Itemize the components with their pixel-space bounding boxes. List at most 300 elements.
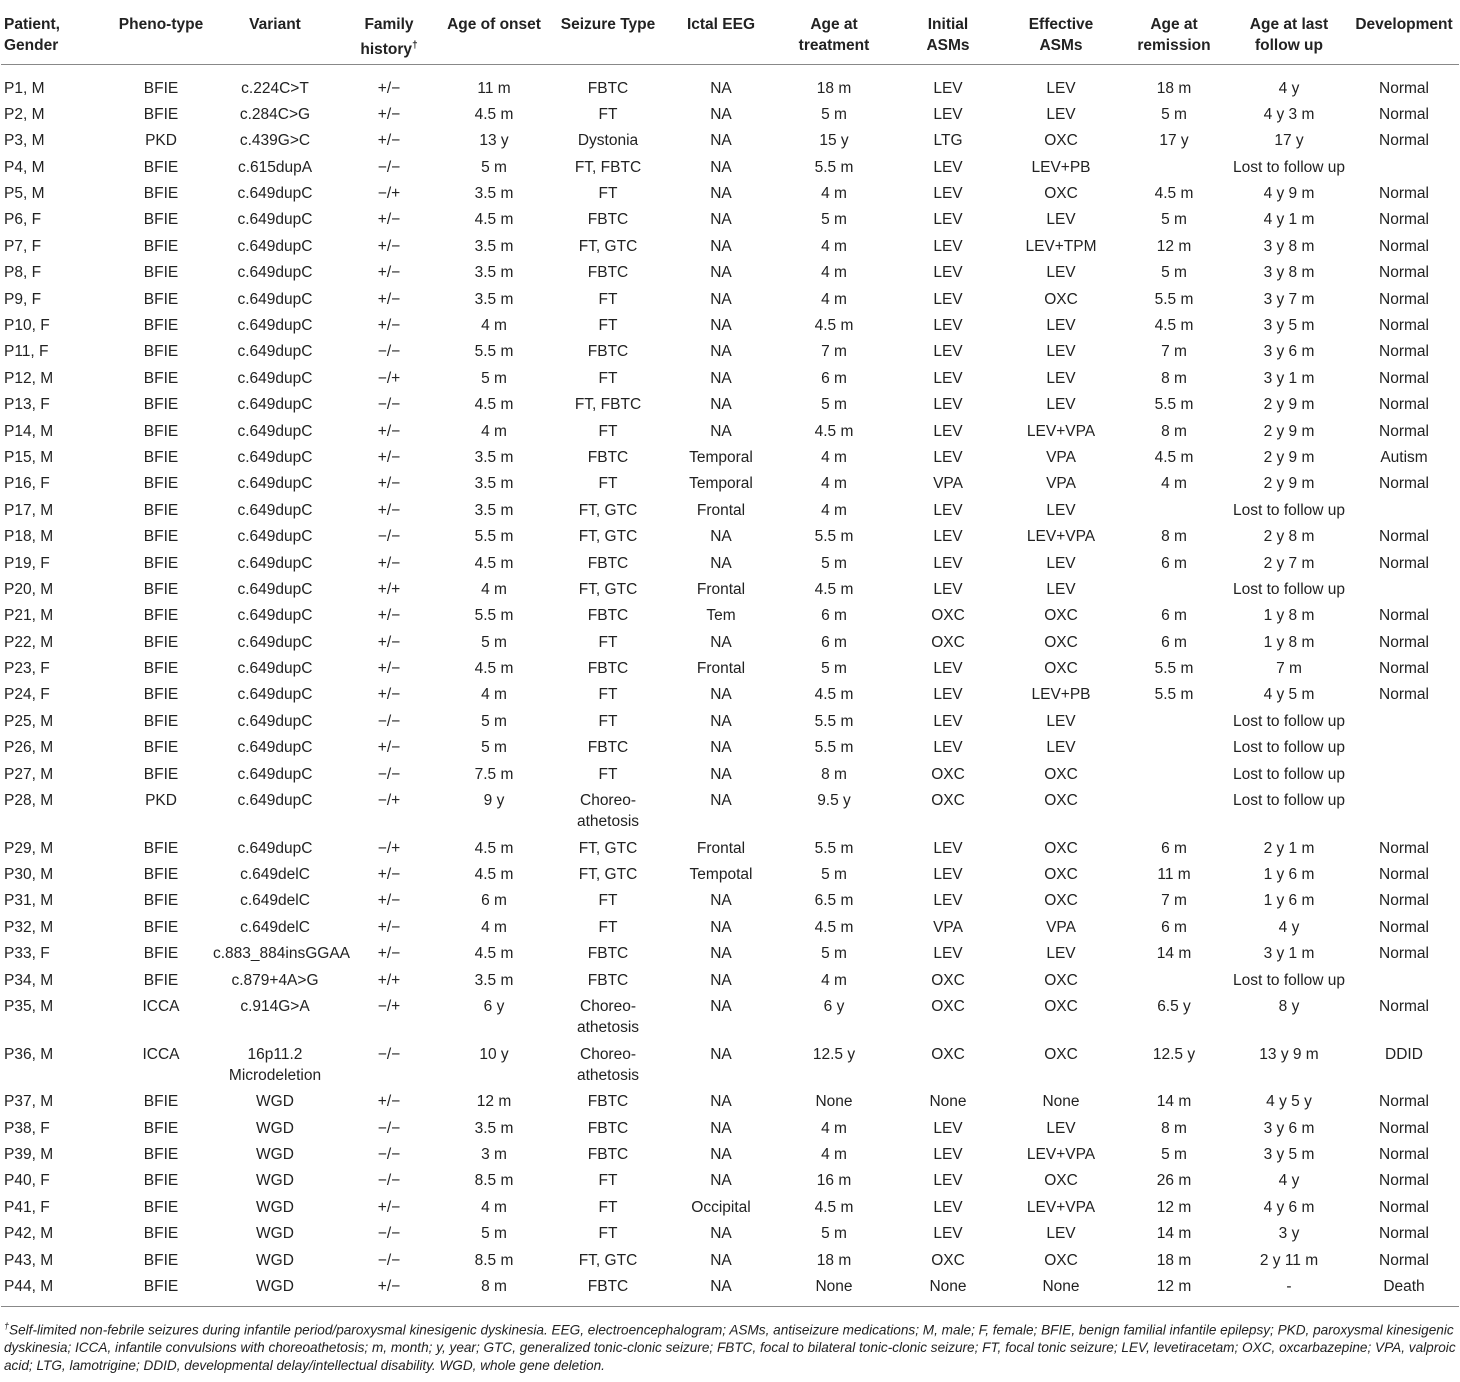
table-cell: c.649dupC	[237, 839, 313, 857]
table-cell: 3.5 m	[474, 185, 514, 203]
table-cell: LEV	[933, 1198, 963, 1216]
table-cell: NA	[710, 528, 732, 546]
table-cell: −/−	[377, 765, 401, 783]
table-cell: 4.5 m	[474, 211, 514, 229]
table-cell: 14 m	[1156, 1225, 1192, 1243]
table-cell: 18 m	[1156, 1251, 1192, 1269]
header-dagger: †	[412, 40, 418, 51]
table-cell: −/+	[377, 369, 401, 387]
column-header	[111, 0, 211, 64]
table-cell: LEV	[933, 501, 963, 519]
table-cell: OXC	[931, 971, 965, 989]
table-cell: c.649dupC	[237, 660, 313, 678]
table-row	[1, 1166, 1459, 1192]
table-cell: VPA	[1046, 475, 1076, 493]
table-cell: 5.5 m	[814, 158, 854, 176]
table-cell: 4 m	[481, 686, 507, 704]
table-cell: LTG	[933, 132, 963, 150]
table-cell: P34, M	[4, 971, 54, 989]
table-cell: LEV	[933, 686, 963, 704]
table-cell: OXC	[1044, 866, 1078, 884]
table-cell: P3, M	[4, 132, 45, 150]
table-cell: FT, GTC	[578, 237, 638, 255]
table-cell: BFIE	[143, 1225, 179, 1243]
table-cell: +/−	[377, 1198, 401, 1216]
table-cell: Normal	[1379, 1119, 1429, 1137]
table-cell: FT	[598, 765, 618, 783]
table-cell: BFIE	[143, 528, 179, 546]
table-row	[1, 258, 1459, 284]
table-cell: FT	[598, 1225, 618, 1243]
table-cell: 2 y 1 m	[1263, 839, 1315, 857]
table-cell: 8 m	[481, 1277, 507, 1295]
table-cell: 4 m	[821, 971, 847, 989]
table-cell: FT, FBTC	[574, 158, 642, 176]
table-cell: NA	[710, 396, 732, 414]
table-cell: P29, M	[4, 839, 54, 857]
table-cell: 4 m	[1161, 475, 1187, 493]
table-cell: OXC	[1044, 839, 1078, 857]
table-cell: 4 m	[821, 1119, 847, 1137]
table-cell: NA	[710, 971, 732, 989]
table-cell: −/+	[377, 792, 401, 810]
table-cell: P21, M	[4, 607, 54, 625]
table-cell: P31, M	[4, 892, 54, 910]
table-cell: +/−	[377, 554, 401, 572]
table-cell: BFIE	[143, 945, 179, 963]
table-cell: LEV	[1046, 580, 1076, 598]
table-cell: P27, M	[4, 765, 54, 783]
table-cell: NA	[710, 422, 732, 440]
column-header	[549, 0, 667, 64]
table-cell: LEV	[933, 185, 963, 203]
table-cell: VPA	[1046, 448, 1076, 466]
table-cell: −/+	[377, 839, 401, 857]
table-cell: Normal	[1379, 554, 1429, 572]
table-row	[1, 1246, 1459, 1272]
table-cell: c.224C>T	[241, 79, 309, 97]
table-cell: P18, M	[4, 528, 54, 546]
table-cell: 5 m	[481, 712, 507, 730]
table-cell: WGD	[256, 1198, 294, 1216]
table-cell: 3 y 5 m	[1263, 317, 1315, 335]
table-cell: 6 m	[1161, 607, 1187, 625]
table-cell: P32, M	[4, 918, 54, 936]
table-cell: 7 m	[1276, 660, 1302, 678]
table-row	[1, 992, 1459, 1040]
table-cell: Choreo- athetosis	[576, 997, 640, 1036]
table-cell: FT	[598, 105, 618, 123]
table-cell: 4 m	[821, 475, 847, 493]
header-line: Pheno-type	[118, 16, 204, 33]
table-cell: +/−	[377, 945, 401, 963]
table-cell: 5.5 m	[1154, 686, 1194, 704]
table-cell: NA	[710, 945, 732, 963]
table-cell: 3 y 7 m	[1263, 290, 1315, 308]
table-cell: 18 m	[816, 1251, 852, 1269]
table-cell: 5 m	[481, 739, 507, 757]
table-cell: NA	[710, 317, 732, 335]
table-cell: Normal	[1379, 475, 1429, 493]
table-cell: BFIE	[143, 765, 179, 783]
table-cell: BFIE	[143, 1172, 179, 1190]
table-cell: LEV	[933, 528, 963, 546]
table-cell: 12 m	[1156, 237, 1192, 255]
table-cell: Normal	[1379, 105, 1429, 123]
table-cell: 4 y 6 m	[1263, 1198, 1315, 1216]
table-cell: +/−	[377, 79, 401, 97]
table-cell: +/−	[377, 918, 401, 936]
table-cell: c.649dupC	[237, 369, 313, 387]
table-cell: NA	[710, 686, 732, 704]
table-cell: NA	[710, 1045, 732, 1063]
table-cell: 4.5 m	[1154, 317, 1194, 335]
table-row	[1, 311, 1459, 337]
table-cell: 4 m	[821, 448, 847, 466]
table-cell: LEV	[1046, 396, 1076, 414]
table-cell: NA	[710, 369, 732, 387]
table-cell: FT, GTC	[578, 839, 638, 857]
table-cell: Normal	[1379, 422, 1429, 440]
table-cell: P30, M	[4, 866, 54, 884]
header-line: Variant	[249, 16, 301, 33]
table-cell: NA	[710, 997, 732, 1015]
table-cell: NA	[710, 892, 732, 910]
table-cell: OXC	[1044, 765, 1078, 783]
table-row	[1, 337, 1459, 363]
column-header	[339, 0, 439, 64]
table-cell: BFIE	[143, 686, 179, 704]
table-cell: FT, GTC	[578, 866, 638, 884]
table-cell: Lost to follow up	[1232, 739, 1345, 757]
table-cell: OXC	[1044, 971, 1078, 989]
table-cell: Choreo- athetosis	[576, 1045, 640, 1084]
table-row	[1, 232, 1459, 258]
table-cell: P36, M	[4, 1045, 54, 1063]
table-cell: 3 y 6 m	[1263, 343, 1315, 361]
table-cell: 4 m	[821, 501, 847, 519]
table-cell: 4 y 9 m	[1263, 185, 1315, 203]
table-cell: 16 m	[816, 1172, 852, 1190]
table-cell: BFIE	[143, 918, 179, 936]
table-cell: 14 m	[1156, 1093, 1192, 1111]
table-cell: c.649delC	[240, 892, 310, 910]
table-cell: +/−	[377, 475, 401, 493]
table-cell: 7 m	[1161, 343, 1187, 361]
table-cell: 5 m	[1161, 1145, 1187, 1163]
table-cell: c.649dupC	[237, 448, 313, 466]
table-cell: LEV+VPA	[1026, 528, 1096, 546]
table-row	[1, 1114, 1459, 1140]
table-cell: c.649dupC	[237, 765, 313, 783]
table-cell: Normal	[1379, 686, 1429, 704]
table-row	[1, 1193, 1459, 1219]
header-line: Seizure Type	[560, 16, 656, 33]
table-cell: FBTC	[587, 554, 629, 572]
table-cell: LEV	[933, 712, 963, 730]
table-cell: c.649dupC	[237, 396, 313, 414]
table-cell: 17 y	[1159, 132, 1189, 150]
table-cell: 5 m	[821, 660, 847, 678]
table-cell: 4 y 5 m	[1263, 686, 1315, 704]
table-cell: 18 m	[1156, 79, 1192, 97]
table-cell: P23, F	[4, 660, 50, 678]
table-cell: 18 m	[816, 79, 852, 97]
table-cell: OXC	[931, 765, 965, 783]
table-cell: BFIE	[143, 554, 179, 572]
table-cell: BFIE	[143, 290, 179, 308]
table-cell: Normal	[1379, 607, 1429, 625]
table-cell: Normal	[1379, 79, 1429, 97]
table-cell: NA	[710, 1119, 732, 1137]
table-cell: 6.5 y	[1157, 997, 1191, 1015]
table-cell: FT	[598, 686, 618, 704]
table-cell: Frontal	[696, 501, 746, 519]
table-row	[1, 680, 1459, 706]
table-cell: c.649dupC	[237, 211, 313, 229]
table-row	[1, 522, 1459, 548]
table-cell: ICCA	[142, 997, 180, 1015]
table-row	[1, 966, 1459, 992]
table-cell: 11 m	[1157, 866, 1191, 884]
table-cell: OXC	[931, 997, 965, 1015]
table-cell: 6 m	[821, 369, 847, 387]
table-cell: NA	[710, 765, 732, 783]
table-cell: c.649dupC	[237, 343, 313, 361]
header-line: follow up	[1254, 37, 1323, 54]
table-cell: −/−	[377, 1145, 401, 1163]
table-cell: P28, M	[4, 792, 54, 810]
table-cell: Normal	[1379, 1145, 1429, 1163]
table-cell: NA	[710, 264, 732, 282]
table-row	[1, 1040, 1459, 1088]
table-cell: 11 m	[477, 79, 511, 97]
table-cell: LEV	[933, 237, 963, 255]
table-cell: 5 m	[821, 396, 847, 414]
table-cell: 4 m	[821, 1145, 847, 1163]
table-cell: FBTC	[587, 343, 629, 361]
table-row	[1, 654, 1459, 680]
table-cell: None	[815, 1093, 853, 1111]
table-cell: −/−	[377, 158, 401, 176]
table-cell: 4.5 m	[814, 686, 854, 704]
column-header	[1, 0, 111, 64]
table-cell: 1 y 6 m	[1263, 892, 1315, 910]
table-cell: +/−	[377, 237, 401, 255]
table-cell: +/−	[377, 892, 401, 910]
table-cell: 4 m	[821, 264, 847, 282]
table-cell: BFIE	[143, 1119, 179, 1137]
table-cell: 5 m	[821, 211, 847, 229]
table-cell: −/−	[377, 528, 401, 546]
table-cell: 9.5 y	[817, 792, 851, 810]
table-cell: PKD	[145, 132, 177, 150]
table-cell: c.649dupC	[237, 264, 313, 282]
table-cell: 4 y 1 m	[1263, 211, 1315, 229]
table-cell: 5.5 m	[814, 528, 854, 546]
table-cell: LEV	[933, 211, 963, 229]
table-cell: 3 y 8 m	[1263, 264, 1315, 282]
table-cell: c.649dupC	[237, 686, 313, 704]
table-row	[1, 860, 1459, 886]
table-cell: +/−	[377, 132, 401, 150]
table-cell: 5 m	[1161, 264, 1187, 282]
table-cell: P39, M	[4, 1145, 54, 1163]
table-cell: FT	[598, 712, 618, 730]
table-cell: NA	[710, 105, 732, 123]
table-cell: Normal	[1379, 237, 1429, 255]
table-cell: LEV	[933, 580, 963, 598]
table-cell: P43, M	[4, 1251, 54, 1269]
table-cell: P7, F	[4, 237, 42, 255]
table-cell: LEV+VPA	[1026, 1198, 1096, 1216]
table-cell: Lost to follow up	[1232, 580, 1345, 598]
table-cell: 3.5 m	[474, 475, 514, 493]
table-cell: P6, F	[4, 211, 42, 229]
table-cell: Normal	[1379, 396, 1429, 414]
table-cell: FT, FBTC	[574, 396, 642, 414]
table-cell: 4.5 m	[814, 580, 854, 598]
table-cell: PKD	[145, 792, 177, 810]
table-cell: 12 m	[476, 1093, 512, 1111]
header-row	[1, 0, 1459, 64]
table-cell: 2 y 9 m	[1263, 422, 1315, 440]
table-cell: 9 y	[483, 792, 505, 810]
table-cell: WGD	[256, 1225, 294, 1243]
table-cell: P16, F	[4, 475, 50, 493]
table-cell: Lost to follow up	[1232, 158, 1345, 176]
table-cell: Death	[1383, 1277, 1425, 1295]
table-cell: BFIE	[143, 185, 179, 203]
table-cell: FBTC	[587, 945, 629, 963]
table-cell: Lost to follow up	[1232, 765, 1345, 783]
header-line: Age at	[1150, 16, 1198, 33]
table-cell: BFIE	[143, 971, 179, 989]
table-cell: NA	[710, 712, 732, 730]
table-cell: 4.5 m	[474, 839, 514, 857]
table-cell: 6 m	[1161, 554, 1187, 572]
table-cell: 5.5 m	[814, 739, 854, 757]
table-cell: P35, M	[4, 997, 54, 1015]
table-cell: P12, M	[4, 369, 54, 387]
table-cell: 5 m	[1161, 105, 1187, 123]
header-line: Development	[1355, 16, 1453, 33]
table-cell: LEV	[933, 343, 963, 361]
table-cell: NA	[710, 158, 732, 176]
table-cell: 4.5 m	[814, 918, 854, 936]
table-cell: ICCA	[142, 1045, 180, 1063]
table-cell: Normal	[1379, 528, 1429, 546]
table-cell: Tempotal	[689, 866, 753, 884]
table-cell: LEV	[933, 1225, 963, 1243]
table-cell: Normal	[1379, 660, 1429, 678]
table-cell: +/−	[377, 866, 401, 884]
table-cell: LEV	[1046, 739, 1076, 757]
table-cell: +/−	[377, 264, 401, 282]
table-cell: NA	[710, 1277, 732, 1295]
table-cell: P40, F	[4, 1172, 50, 1190]
table-cell: 4 y 5 y	[1266, 1093, 1312, 1111]
table-cell: −/−	[377, 1119, 401, 1137]
table-cell: FT	[598, 1198, 618, 1216]
table-cell: 3.5 m	[474, 237, 514, 255]
table-cell: 4 y 3 m	[1263, 105, 1315, 123]
table-cell: 4.5 m	[814, 317, 854, 335]
table-cell: LEV	[933, 1172, 963, 1190]
table-cell: −/−	[377, 1225, 401, 1243]
table-cell: P42, M	[4, 1225, 54, 1243]
table-cell: OXC	[1044, 660, 1078, 678]
table-cell: OXC	[1044, 1172, 1078, 1190]
table-cell: BFIE	[143, 501, 179, 519]
table-cell: −/−	[377, 712, 401, 730]
table-cell: Lost to follow up	[1232, 712, 1345, 730]
table-cell: FT	[598, 290, 618, 308]
table-cell: 6 y	[823, 997, 845, 1015]
table-row	[1, 443, 1459, 469]
table-cell: BFIE	[143, 739, 179, 757]
footnote-dagger: †	[4, 1321, 10, 1331]
table-cell: WGD	[256, 1277, 294, 1295]
table-row	[1, 575, 1459, 601]
table-cell: Lost to follow up	[1232, 792, 1345, 810]
table-cell: c.649dupC	[237, 290, 313, 308]
table-cell: LEV+VPA	[1026, 1145, 1096, 1163]
table-cell: Autism	[1380, 448, 1428, 466]
table-cell: LEV	[1046, 105, 1076, 123]
table-cell: OXC	[1044, 1045, 1078, 1063]
table-cell: 8 m	[1161, 369, 1187, 387]
table-cell: LEV	[933, 660, 963, 678]
table-cell: +/+	[377, 971, 401, 989]
table-cell: 12 m	[1156, 1277, 1192, 1295]
table-cell: 12.5 y	[812, 1045, 856, 1063]
header-line: ASMs	[926, 37, 970, 54]
table-cell: −/−	[377, 1251, 401, 1269]
table-cell: BFIE	[143, 396, 179, 414]
table-cell: P37, M	[4, 1093, 54, 1111]
header-line: Ictal EEG	[686, 16, 756, 33]
table-cell: VPA	[933, 475, 963, 493]
table-cell: LEV	[933, 290, 963, 308]
table-cell: P33, F	[4, 945, 50, 963]
patient-table	[1, 0, 1459, 1307]
table-row	[1, 760, 1459, 786]
table-cell: 5 m	[821, 945, 847, 963]
table-cell: +/−	[377, 105, 401, 123]
table-cell: LEV	[933, 369, 963, 387]
table-cell: 3 y 1 m	[1263, 945, 1315, 963]
table-cell: c.649dupC	[237, 475, 313, 493]
table-cell: FBTC	[587, 1093, 629, 1111]
table-cell: Normal	[1379, 211, 1429, 229]
table-cell: 5 m	[481, 369, 507, 387]
table-cell: LEV	[933, 945, 963, 963]
table-row	[1, 364, 1459, 390]
table-cell: 8 m	[1161, 422, 1187, 440]
table-cell: 4.5 m	[1154, 185, 1194, 203]
header-line: Age at last	[1249, 16, 1329, 33]
table-cell: BFIE	[143, 839, 179, 857]
table-cell: NA	[710, 1251, 732, 1269]
table-cell: LEV	[933, 264, 963, 282]
table-cell: P13, F	[4, 396, 50, 414]
table-row	[1, 628, 1459, 654]
table-cell: BFIE	[143, 264, 179, 282]
table-cell: 8 m	[821, 765, 847, 783]
table-cell: FT	[598, 918, 618, 936]
table-cell: WGD	[256, 1119, 294, 1137]
